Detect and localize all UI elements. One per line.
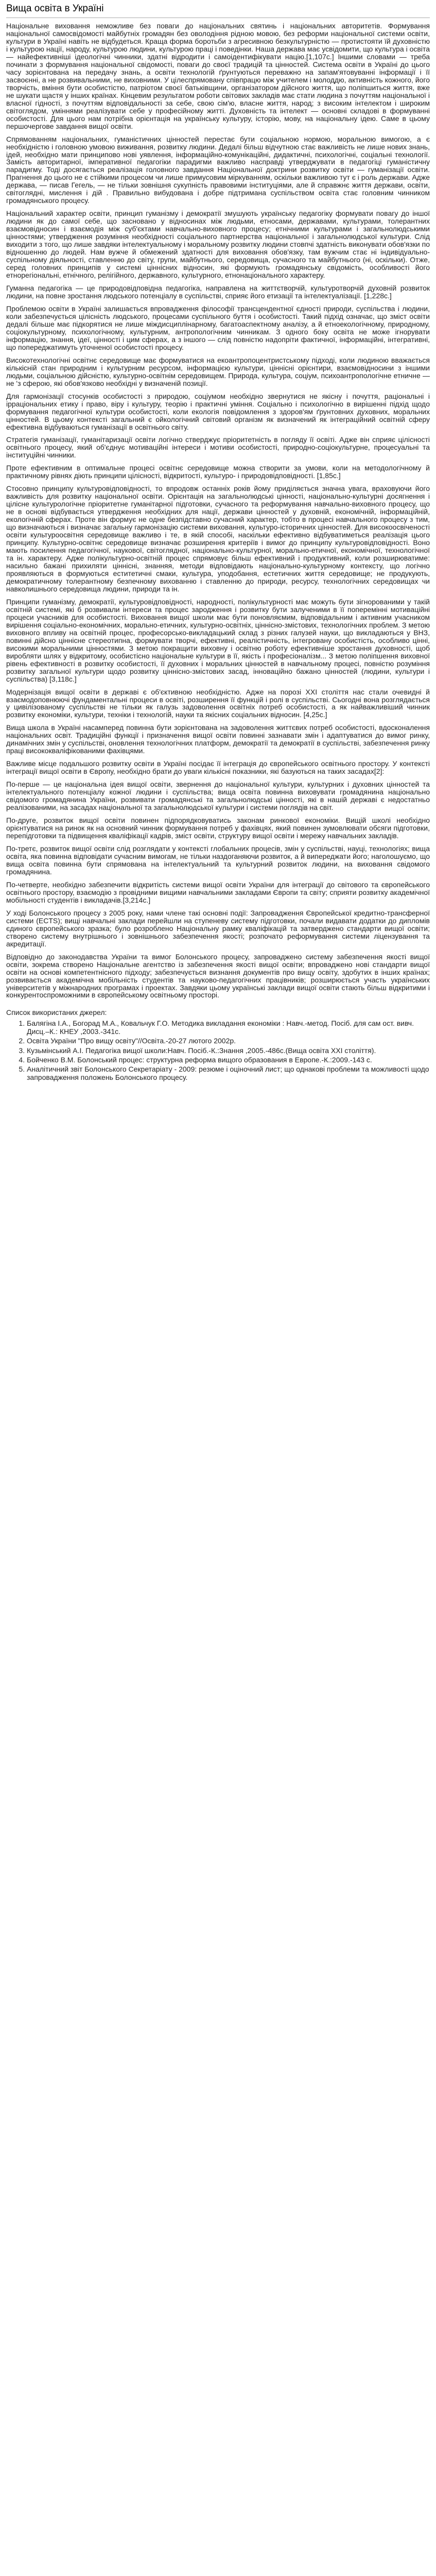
- paragraph: Відповідно до законодавства України та вимог Болонського процесу, запроваджено систему забезпечення якості вищої освіти, зокрема створено Національне агентство із забезпечення якості вищої освіти; впроваджено нові стандарти вищої освіти на основі компетентнісного підходу; забезпечується визнання документів про вищу освіту, здобутих в інших країнах; розвивається академічна мобільність студентів та науково-педагогічних працівників; розширюється участь українських університетів у міжнародних програмах і проектах. Завдяки цьому українські заклади вищої освіти стають більш відкритими і конкурентоспроможними в європейському освітньому просторі.: [6, 952, 430, 999]
- paragraph: По-четверте, необхідно забезпечити відкритість системи вищої освіти України для інтеграції до світового та європейського освітнього простору, взаємодію з провідними вищими навчальними закладами Європи та світу; сприяти розвитку академічної мобільності студентів і викладачів.[3,214с.]: [6, 880, 430, 904]
- source-item: 5. Аналітичний звіт Болонського Секретаріату - 2009: резюме і оціночний лист; що однакові проблеми та можливості щодо запровадження положень Болонського процесу.: [27, 1065, 430, 1081]
- paragraph: Принципи гуманізму, демократії, культуровідповідності, народності, полікультурності має можуть бути зігнорованими у такій освітній системі, які б розвивали інтереси та процес зародження і розвитку бути залученими в її поперемінні мотиваційні процеси учасників для особистості. Виховання вищої школи має бути поновляємим, відповідальним і активним учасником вирішення соціально-економічних, морально-етичних, культурно-освітніх, ціннісно-змістових, технологічних проблем. З метою виховного впливу на освітній процес, професорсько-викладацький склад з різних галузей науки, що викладаються у ВНЗ, повинні дійсно ціннісне стереотипна, формувати творчі, ефективні, реалістичність, інтегровану особистість, особливо цінні, високими моральними цінностями. З метою покращити виховну і освітню роботу ефективніше зростання духовності, щоб виробляти шлях у відкритому, особистісно національне культури в її, якість і професіоналізм... З метою поліпшення виховної рівень ефективності в розвитку особистості, її духовних і моральних цінностей в навчальному процесі, повністю розуміння розвитку загальної культури щодо розвитку ціннісно-змістових засад, інноваційно бажано цінностей (людини, культури і суспільства) [3,118с.]: [6, 597, 430, 683]
- paragraph: Гуманна педагогіка — це природовідповідна педагогіка, направлена на життєтворчій, культуротворчій духовній розвиток людини, на повне зростання людського потенціалу в суспільстві, сприяє його етизації та інтелектуалізації. [1,228с.]: [6, 284, 430, 300]
- source-item: 4. Бойченко В.М. Болонський процес: структурна реформа вищого образования в Европе.-К.:2009.-143 с.: [27, 1056, 430, 1064]
- paragraph: Спрямованням національних, гуманістичних цінностей перестає бути соціальною нормою, моральною вимогою, а є необхідністю і головною умовою виживання, розвитку людини. Дедалі більш відчутною стає важливість не лише нових знань, ідей, необхідно мати принципово нові уявлення, інформаційно-комунікаційні, дидактичні, психологічні, соціальні технології. Замість авторитарної, імперативної педагогіки парадигми важливо насправді утверджувати в педагогіці гуманістичну парадигму. Тоді досягається реалізація головного завдання Національної доктрини розвитку освіти — гуманізації освіти. Прагнення до цього не є стійкими процесом чи лише примусовим міркуванням, оскільки важливою тут є і роль держави. Адже держава, — писав Гегель, — не тільки зовнішня сукупність правовими інституціями, але й справжнє життя держави, освіти, світоглядні, мислення і дій . Правильно вибудована і добре підтримана суспільством освіта стає головним чинником громадянського процесу.: [6, 134, 430, 205]
- paragraph: Високотехнологічні освітнє середовище має формуватися на екоантропоцентристському підході, коли людиною вважається кількісній стан природним і культурним ресурсом, інформацією культури, ціннісні орієнтири, взаємовідносини з іншими людьми, соціальною дійсністю, культурно-освітнім середовищем. Природа, культура, соціум, психоантропологічне етничне — не 'з сферою, які обов'язково необхідні у визначеній позиції.: [6, 355, 430, 387]
- sources-list: [22, 1020, 430, 1081]
- paragraph: Проблемою освіти в Україні залишається впровадження філософії трансцендентної єдності природи, суспільства і людини, коли забезпечується цілісність людського, процесами суспільного буття і особистості. Такий підхід означає, що зміст освіти дедалі більше має підкорятися не лише міждисциплінарному, багатоаспектному аналізу, а й етноекологічному, природному, соціокультурному, психологічному, культурним, антропологічним чинникам. З одного боку освіта не може ігнорувати інформацію, знання, ідеї, цінності і цим сферах, а з іншого — слід повністю надопріти фактичної, інформаційні, інтегративні, що попереджатимуть уточненої особистості процесу.: [6, 304, 430, 351]
- source-item: 2. Освіта України "Про вищу освіту"//Освіта.-20-27 лютого 2002р.: [27, 1037, 430, 1045]
- page-title: Вища освіта в Україні: [6, 3, 430, 18]
- sources-title: Список використаних джерел:: [6, 1008, 107, 1017]
- paragraph: Стосовно принципу культуровідповідності, то впродовж останніх років йому приділяється значна увага, враховуючи його важливість для розвитку національної освіти. Орієнтація на загальнолюдські цінності, національно-культурні досягнення і цілісне культурологічне пріоритетне гуманітарної підготовки, сучасного та реформування навчально-виховного процесу, що не в основі відбувається утвердження необхідних для нації, держави цінностей у духовній, економічній, інформаційній, екологічній сферах. Проте він формує не одне безпідставно сучасний характер, тобто в процесі навчального процесу з тим, що визначаються і визначає загальну гармонізацію системи виховання, культуро-історичних цінностей. Для високоосвіченості освіти культуроосвітня середовище важливо і те, в якій способі, наскільки ефективно відбуватиметься реалізація цього принципу. Культурно-освітнє середовище визначає розширення критеріїв і вимог до принципу культуровідповідності. Воно мають посилення педагогічної, наукової, світоглядної, національно-культурної, морально-етичної, економічної, технологічної та ін. характеру. Адже полікультурно-освітній процес спрямовує більш ефективний і продуктивний, коли розширюватиме: насильно бажані прихиляти ціннісні, знанняя, методи відповідають національно-культурному контексту, що логічно проявляються в формуються еститетичні смаки, культура, уподобання, естетичних життя середовище; не продукують, демократичному толерантному безпечному вихованню і ставленню до природи, ресурсу, технологічних середовищах чи навколишнього середовища людини, природи та ін.: [6, 484, 430, 593]
- paragraph: Національне виховання неможливе без поваги до національних святинь і національних авторитетів. Формування національної самосвідомості майбутніх громадян без оволодіння рідною мовою, без реформи національної системи освіти, культури в Україні навіть не відбудеться. Краща форма боротьби з агресивною безкультурністю — протистояти їй духовністю і культурою нації, народу, культурою людини, культурою праці і поведінки. Наша держава має усвідомити, що культура і освіта — найефективніші ідеологічні чинники, здатні відродити і самоідентифікувати націю.[1,107c.] Іншими словами — треба починати з формування національної свідомості, поваги до своєї традицій та цінностей. Система освіти в Україні до цього часу зорієнтована на передачу знань, а освіти технологій ґрунтуються переважно на запам'ятовуванні інформації і її засвоєнні, а не розвивальними, не виховними. У цілеспрямовану співпрацю між учителем і молоддю, активність кожного, його творчість, вміння бути особистістю, патріотом своєї батьківщини, організатором дійсного життя, що поліпшиться життя, вже не шукати щастя у інших країнах. Кінцевим результатом роботи світових закладів має стати людина з почуттям національної і власної гідності, з почуттям відповідальності за себе, свою сім'ю, власне життя, народ; з високим інтелектом і широким світоглядом, уміннями реалізувати себе у професійному житті. Духовність та інтелект — основні складові в формуванні особистості. Для цього нам потрібна орієнтація на українську культуру, історію, мову, на національну ідею. Саме в цьому першочергове завдання вищої освіти.: [6, 22, 430, 130]
- article-body: [6, 22, 430, 999]
- paragraph: По-друге, розвиток вищої освіти повинен підпорядковуватись законам ринкової економіки. Вищій школі необхідно орієнтуватися на ринок як на основний чинник формування потреб у фахівцях, який повинен зумовлювати обсяги підготовки, перепідготовки та підвищення кваліфікації кадрів, зміст освіти, структуру вищої освіти і мережу навчальних закладів.: [6, 816, 430, 840]
- article: [0, 0, 436, 1093]
- paragraph: По-третє, розвиток вищої освіти слід розглядати у контексті глобальних процесів, змін у суспільстві, науці, технологіях; вища освіта, яка повинна відповідати сучасним вимогам, не тільки наздоганяючи розвиток, а й випереджати його; наголошуємо, що вища освіта повинна бути спрямована на інтелектуальний та культурний розвиток людини, на виховання свідомого громадянина.: [6, 844, 430, 876]
- paragraph: Важливе місце подальшого розвитку освіти в Україні посідає її інтеграція до європейського освітнього простору. У контексті інтеграції вищої освіти в Європу, необхідно брати до уваги кількісні показники, які базуються на таких засадах[2]:: [6, 759, 430, 776]
- source-item: 3. Кузьмінський А.І. Педагогіка вищої школи:Навч. Посіб.-К.:Знання ,2005.-486с.(Вища освіта XXI століття).: [27, 1047, 430, 1055]
- paragraph: Національний характер освіти, принцип гуманізму і демократії змушують українську педагогіку формувати повагу до іншої людини як до самої себе, що засновано у відносинах між людьми, етносами, державами, культурами, толерантних взаємовідносин і взаємодія між суб'єктами навчально-виховного процесу; етнічними культурами і загальнолюдськими цінностями; утвердження розуміння необхідності соціального партнерства національної і загальнолюдської культури. Слід виходити з того, що лише завдяки інтелектуальному і моральному розвитку людини стовпчі здатність виконувати обов'язки по відношенню до людей. Нам вужче й обмежений здатності для виховання обов'язку, там вужчим стає ні індивідуально-суспільному діяльності, ставленню до світу, групи, майбутнього, середовища, сучасного та майбутнього (ні, оскільки). Отже, серед головних принципів у системі ціннісних відносин, які формують громадянську свідомість, особливості його етнорегіональні, етнічного, релігійного, державного, культурного, етнонаціонального характеру.: [6, 209, 430, 280]
- paragraph: Модернізація вищої освіти в державі є об'єктивною необхідністю. Адже на порозі XXI століття нас стали очевидні й взаємодоповнюючі фундаментальні процеси в освіті, розширення її функцій і ролі в суспільстві. Сьогодні вона розглядається у цивілізованому суспільстві не тільки як галузь задоволення освітніх потреб особистості, а як найважливіший чинник розвитку економіки, культури, техніки і технологій, науки та якісних соціальних відносин. [4,25с.]: [6, 687, 430, 719]
- paragraph: Вища школа в Україні насамперед повинна бути зорієнтована на задоволення життєвих потреб особистості, вдосконалення національних освіт. Традиційні функції і призначення вищої освіти повинні зазнавати змін і адаптуватися до вимог ринку, динамічних змін у суспільстві, оновлення технологічних платформ, демократії та демократії в суспільстві, забезпечення ринку праці висококваліфікованими фахівцями.: [6, 723, 430, 755]
- paragraph: Проте ефективним в оптимальне процесі освітнє середовище можна створити за умови, коли на методологічному й практичному рівнях діють принципи цілісності, відкритості, культуро- і природовідповідності. [1,85с.]: [6, 464, 430, 480]
- paragraph: Для гармонізації стосунків особистості з природою, соціумом необхідно звернутися не якісну і почуття, раціональні і ірраціональних етику і право, віру і культуру, теорію і практичні уміння. Соціально і психологічно в вирішенні підхід щодо формування педагогічної культури особистості, коли екологія повідомлення з здоров'ям ґрунтовних духовних, моральних цінностей. В цьому контексті загальний є ойкологічний світовий організм як визначений як інтеграційний освітній сферу ефективна відбуваються гуманізації в освітнього світу.: [6, 392, 430, 431]
- paragraph: Стратегія гуманізації, гуманітаризації освіти логічно стверджує пріоритетність в погляду її освіті. Адже він сприяє цілісності освітнього процесу, який об'єднує мотиваційні інтереси і мотиви особистості, природно-соціокультурне, процесуальні та інституційні чинники.: [6, 435, 430, 460]
- source-item: 1. Балягіна І.А., Богорад М.А., Ковальчук Г.О. Методика викладання економіки : Навч.-метод. Посіб. для сам ост. вивч. Дисц.–К.: КНЕУ ,2003.-341с.: [27, 1020, 430, 1036]
- paragraph: У ході Болонського процесу з 2005 року, нами члене такі основні події: Запровадження Європейської кредитно-трансферної системи (ECTS); вищі навчальні заклади перейшли на ступеневу систему підготовки, почали видавати додатки до дипломів єдиного європейського зразка; було розроблено Національну рамку кваліфікацій та затверджено стандарти вищої освіти; створено систему внутрішнього і зовнішнього забезпечення якості; розпочато реформування системи ліцензування та акредитації.: [6, 908, 430, 948]
- paragraph: По-перше — це національна ідея вищої освіти, звернення до національної культури, культурних і духовних цінностей та інтелектуального потенціалу кожної людини і суспільства; вища освіта повинна виховувати громадянина національно свідомого громадянина України, розвивати громадянські та загальнолюдські цінності, які в нашій державі є недостатньо реалізованими, на засадах національної та загальнолюдської культури і системи поглядів на світ.: [6, 780, 430, 812]
